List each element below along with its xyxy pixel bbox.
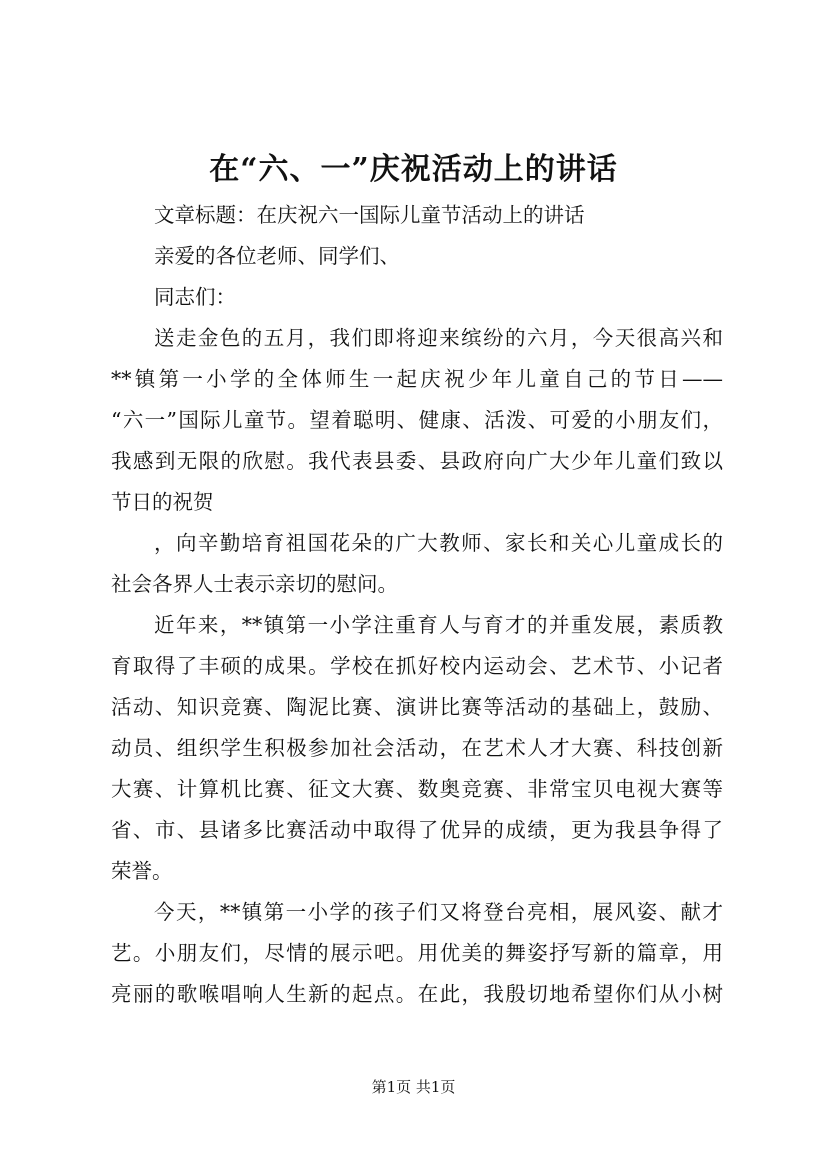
paragraph-line: 省、市、县诸多比赛活动中取得了优异的成绩，更为我县争得了 — [111, 818, 723, 842]
document-body — [111, 195, 723, 1015]
paragraph-line: 节日的祝贺 — [111, 490, 214, 514]
paragraph-line: 动员、组织学生积极参加社会活动，在艺术人才大赛、科技创新 — [111, 736, 723, 760]
paragraph-line: 亮丽的歌喉唱响人生新的起点。在此，我殷切地希望你们从小树 — [111, 982, 723, 1006]
paragraph-line: 今天，**镇第一小学的孩子们又将登台亮相，展风姿、献才 — [154, 900, 723, 924]
paragraph-line: 我感到无限的欣慰。我代表县委、县政府向广大少年儿童们致以 — [111, 449, 723, 473]
document-title: 在“六、一”庆祝活动上的讲话 — [209, 152, 618, 187]
salutation-line: 亲爱的各位老师、同学们、 — [154, 244, 400, 268]
paragraph-line: 近年来，**镇第一小学注重育人与育才的并重发展，素质教 — [154, 613, 723, 637]
page-number-footer: 第1页 共1页 — [371, 1078, 456, 1096]
paragraph-line: ，向辛勤培育祖国花朵的广大教师、家长和关心儿童成长的 — [154, 531, 723, 555]
paragraph-line: 活动、知识竞赛、陶泥比赛、演讲比赛等活动的基础上，鼓励、 — [111, 695, 723, 719]
paragraph-line: **镇第一小学的全体师生一起庆祝少年儿童自己的节日—— — [111, 367, 723, 391]
salutation-line: 同志们： — [154, 285, 236, 309]
paragraph-line: 荣誉。 — [111, 859, 173, 883]
paragraph-line: 育取得了丰硕的成果。学校在抓好校内运动会、艺术节、小记者 — [111, 654, 723, 678]
paragraph-line: 艺。小朋友们，尽情的展示吧。用优美的舞姿抒写新的篇章，用 — [111, 941, 723, 965]
article-title-line: 文章标题：在庆祝六一国际儿童节活动上的讲话 — [154, 203, 585, 227]
paragraph-line: 大赛、计算机比赛、征文大赛、数奥竞赛、非常宝贝电视大赛等 — [111, 777, 723, 801]
paragraph-line: 社会各界人士表示亲切的慰问。 — [111, 572, 398, 596]
paragraph-line: “六一”国际儿童节。望着聪明、健康、活泼、可爱的小朋友们， — [111, 408, 723, 432]
paragraph-line: 送走金色的五月，我们即将迎来缤纷的六月，今天很高兴和 — [154, 326, 723, 350]
